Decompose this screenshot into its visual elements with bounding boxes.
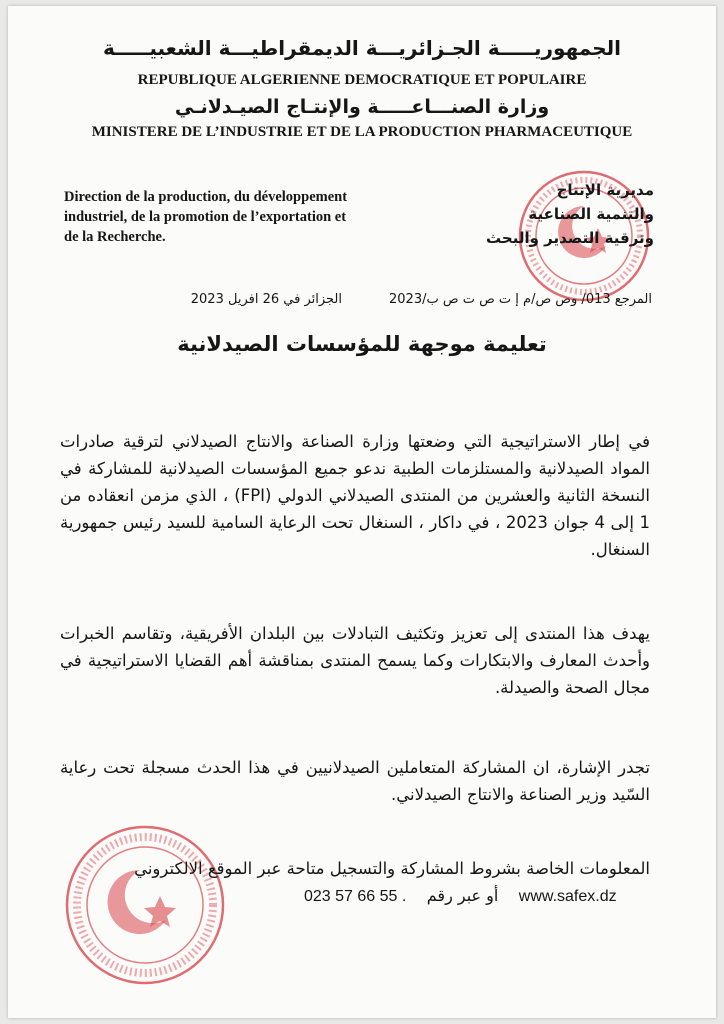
phone-number: 023 57 66 55 . bbox=[304, 888, 407, 905]
ministry-title-ar: وزارة الصنـــاعـــــة والإنتـاج الصيـدلانـي bbox=[174, 96, 550, 118]
paragraph-3: تجدر الإشارة، ان المشاركة المتعاملين الصيدلانيين في هذا الحدث مسجلة تحت رعاية السّيد وزير الصناعة والانتاج الصيدلاني. bbox=[60, 758, 650, 804]
document-title: تعليمة موجهة للمؤسسات الصيدلانية bbox=[177, 332, 547, 356]
direction-line: والتنمية الصناعية bbox=[528, 205, 654, 223]
contact-line bbox=[304, 886, 633, 906]
paragraph-1: في إطار الاستراتيجية التي وضعتها وزارة الصناعة والانتاج الصيدلاني لترقية صادرات المواد الصيدلانية والمستلزمات الطبية ندعو جميع المؤسسات الصيدلانية للمشاركة في النسخة الثانية والعشرين من المنتدى الصيدلاني الدولي (FPI) ، الذي مزمن انعقاده من 1 إلى 4 جوان 2023 ، في داكار ، السنغال تحت الرعاية السامية للسيد رئيس جمهورية السنغال. bbox=[60, 432, 650, 559]
reference-number: المرجع 013/ وص ص/م إ ت ص ت ص ب/2023 bbox=[389, 292, 652, 307]
paragraph-2: يهدف هذا المنتدى إلى تعزيز وتكثيف التبادلات بين البلدان الأفريقية، وتقاسم الخبرات وأحدث المعارف والابتكارات وكما يسمح المنتدى بمناقشة أهم القضايا الاستراتيجية في مجال الصحة والصيدلة. bbox=[60, 624, 650, 697]
ministry-title-fr: MINISTERE DE L’INDUSTRIE ET DE LA PRODUCTION PHARMACEUTIQUE bbox=[91, 124, 633, 140]
direction-name-ar bbox=[464, 178, 654, 250]
document-date: الجزائر في 26 افريل 2023 bbox=[190, 292, 342, 307]
official-stamp-bottom bbox=[60, 820, 230, 990]
website-link[interactable]: www.safex.dz bbox=[518, 888, 617, 905]
direction-line: وترقية التصدير والبحث bbox=[486, 229, 654, 247]
paragraph-4: المعلومات الخاصة بشروط المشاركة والتسجيل متاحة عبر الموقع الالكتروني bbox=[134, 859, 650, 878]
republic-title-ar: الجمهوريـــــة الجـزائريـــة الديمقراطيـــة الشعبيـــــة bbox=[103, 36, 621, 60]
or-number-label: أو عبر رقم bbox=[426, 886, 499, 905]
republic-title-fr: REPUBLIQUE ALGERIENNE DEMOCRATIQUE ET POPULAIRE bbox=[137, 72, 587, 88]
direction-name-fr: Direction de la production, du développement industriel, de la promotion de l’exportation et de la Recherche. bbox=[64, 189, 348, 245]
direction-line: مديرية الإنتاج bbox=[556, 181, 654, 199]
